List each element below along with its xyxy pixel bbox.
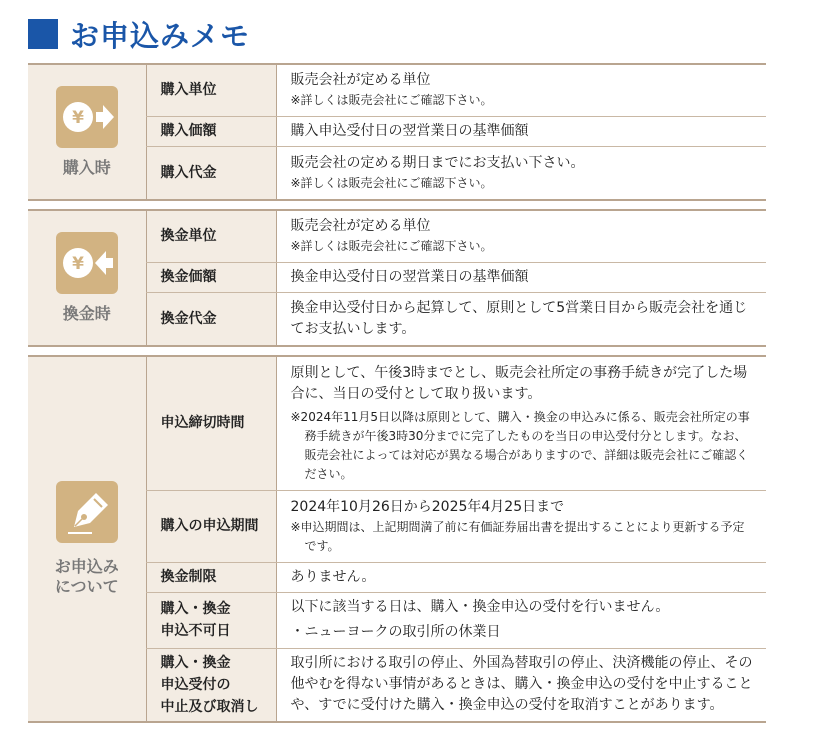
page-title: お申込みメモ xyxy=(70,18,251,53)
row-label: 購入単位 xyxy=(146,64,276,116)
row-label xyxy=(146,592,276,648)
row-value: 換金申込受付日の翌営業日の基準価額 xyxy=(276,262,766,292)
value-text: 販売会社が定める単位 xyxy=(290,72,431,89)
category-label xyxy=(28,557,146,597)
row-label: 購入の申込期間 xyxy=(146,490,276,562)
category-label: 換金時 xyxy=(62,304,111,323)
row-label-line: 中止及び取消し xyxy=(160,698,259,715)
category-redemption xyxy=(28,210,146,346)
value-note: ※詳しくは販売会社にご確認下さい。 xyxy=(290,175,493,190)
value-text: 2024年10月26日から2025年4月25日まで xyxy=(290,498,565,515)
title-marker xyxy=(28,19,58,49)
value-text: 以下に該当する日は、購入・換金申込の受付を行いません。 xyxy=(290,599,670,615)
value-list-item: ・ニューヨークの取引所の休業日 xyxy=(290,624,501,640)
row-label: 申込締切時間 xyxy=(146,356,276,490)
yen-arrow-right-icon xyxy=(56,86,118,148)
yen-arrow-left-icon xyxy=(56,232,118,294)
value-text: 原則として、午後3時までとし、販売会社所定の事務手続きが完了した場合に、当日の受付として取り扱います。 xyxy=(290,364,748,402)
row-value: 取引所における取引の停止、外国為替取引の停止、決済機能の停止、その他やむを得ない事情があるときは、購入・換金申込の受付を中止することや、すでに受付けた購入・換金申込の受付を取消すことがあります。 xyxy=(276,648,766,722)
value-note: ※詳しくは販売会社にご確認下さい。 xyxy=(290,239,493,254)
category-label: 購入時 xyxy=(62,158,111,177)
table-row xyxy=(28,210,766,262)
row-label: 換金代金 xyxy=(146,292,276,346)
table-row xyxy=(28,64,766,116)
row-label-line: 購入・換金 xyxy=(160,601,231,617)
row-label: 換金制限 xyxy=(146,562,276,592)
row-value xyxy=(276,356,766,490)
value-note: ※申込期間は、上記期間満了前に有価証券届出書を提出することにより更新する予定です。 xyxy=(290,519,745,553)
value-note: ※詳しくは販売会社にご確認下さい。 xyxy=(290,93,493,108)
svg-text:¥: ¥ xyxy=(71,108,84,128)
row-value xyxy=(276,490,766,562)
row-label-line: 購入・換金 xyxy=(160,654,231,671)
row-label: 換金単位 xyxy=(146,210,276,262)
value-text: 販売会社が定める単位 xyxy=(290,218,431,235)
category-label-line: お申込み xyxy=(54,557,119,576)
row-value: 購入申込受付日の翌営業日の基準価額 xyxy=(276,116,766,146)
row-label: 換金価額 xyxy=(146,262,276,292)
row-label: 購入代金 xyxy=(146,146,276,200)
row-value xyxy=(276,146,766,200)
category-label-line: について xyxy=(54,577,119,596)
table-row xyxy=(28,356,766,490)
page-header xyxy=(28,14,250,54)
value-text: 販売会社の定める期日までにお支払い下さい。 xyxy=(290,154,585,171)
row-value xyxy=(276,210,766,262)
row-label: 購入価額 xyxy=(146,116,276,146)
row-label-line: 申込不可日 xyxy=(160,623,231,639)
category-application xyxy=(28,356,146,722)
row-label xyxy=(146,648,276,722)
memo-table xyxy=(28,63,766,723)
row-value: 換金申込受付日から起算して、原則として5営業日目から販売会社を通じてお支払いします。 xyxy=(276,292,766,346)
category-purchase xyxy=(28,64,146,200)
svg-text:¥: ¥ xyxy=(71,254,84,274)
value-note: ※2024年11月5日以降は原則として、購入・換金の申込みに係る、販売会社所定の事務手続きが午後3時30分までに完了したものを当日の申込受付分とします。なお、販売会社によっては対応が異なる場合がありますので、詳細は販売会社にご確認ください。 xyxy=(290,409,750,481)
fountain-pen-icon xyxy=(56,481,118,543)
row-label-line: 申込受付の xyxy=(160,676,231,693)
row-value: ありません。 xyxy=(276,562,766,592)
row-value xyxy=(276,64,766,116)
row-value xyxy=(276,592,766,648)
